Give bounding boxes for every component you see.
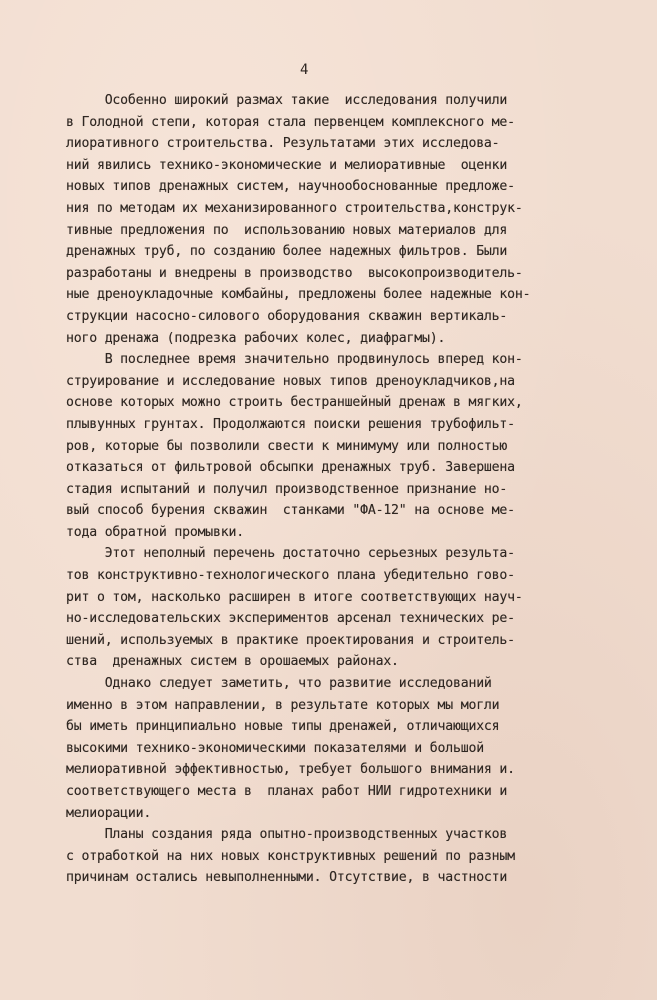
text-line: струкции насосно-силового оборудования скважин вертикаль- (66, 308, 508, 324)
paragraph (66, 673, 586, 824)
text-line: разработаны и внедрены в производство высокопроизводитель- (66, 265, 523, 281)
text-line: Планы создания ряда опытно-производственных участков (66, 827, 508, 843)
text-line: тов конструктивно-технологического плана убедительно гово- (66, 568, 515, 584)
text-line: вый способ бурения скважин станками "ФА-12" на основе ме- (66, 503, 515, 519)
page-number: 4 (300, 62, 309, 78)
text-line: ного дренажа (подрезка рабочих колес, диафрагмы). (66, 330, 446, 346)
text-line: лиоративного строительства. Результатами этих исследова- (66, 136, 500, 152)
text-line: новых типов дренажных систем, научнообоснованные предложе- (66, 179, 515, 195)
text-line: стадия испытаний и получил производственное признание но- (66, 481, 508, 497)
text-line: но-исследовательских экспериментов арсенал технических ре- (66, 611, 515, 627)
text-line: бы иметь принципиально новые типы дренажей, отличающихся (66, 719, 500, 735)
text-line: мелиорации. (66, 805, 152, 821)
paragraph (66, 90, 586, 349)
body-text (66, 90, 586, 889)
text-line: Особенно широкий размах такие исследования получили (66, 93, 508, 108)
text-line: высокими технико-экономическими показателями и большой (66, 740, 484, 756)
text-line: ства дренажных систем в орошаемых районах. (66, 654, 399, 670)
text-line: с отработкой на них новых конструктивных решений по разным (66, 848, 515, 864)
text-line: тода обратной промывки. (66, 524, 245, 540)
text-line: мелиоративной эффективностью, требует большого внимания и. (66, 762, 515, 778)
text-line: рит о том, насколько расширен в итоге соответствующих науч- (66, 589, 523, 605)
text-line: дренажных труб, по созданию более надежных фильтров. Были (66, 244, 508, 260)
text-line: Этот неполный перечень достаточно серьезных результа- (66, 546, 515, 562)
text-line: ров, которые бы позволили свести к минимуму или полностью (66, 438, 508, 454)
text-line: отказаться от фильтровой обсыпки дренажных труб. Завершена (66, 460, 515, 476)
text-line: плывунных грунтах. Продолжаются поиски решения трубофильт- (66, 416, 515, 432)
text-line: шений, используемых в практике проектирования и строитель- (66, 632, 515, 648)
text-line: В последнее время значительно продвинулось вперед кон- (66, 352, 523, 368)
text-line: ния по методам их механизированного строительства,конструк- (66, 200, 523, 216)
text-line: причинам остались невыполненными. Отсутствие, в частности (66, 870, 508, 886)
text-line: ные дреноукладочные комбайны, предложены более надежные кон- (66, 287, 531, 303)
text-line: именно в этом направлении, в результате которых мы могли (66, 697, 500, 713)
text-line: соответствующего места в планах работ НИИ гидротехники и (66, 784, 508, 799)
paragraph (66, 824, 586, 889)
text-line: Однако следует заметить, что развитие исследований (66, 676, 492, 692)
text-line: тивные предложения по использованию новых материалов для (66, 222, 508, 238)
text-line: в Голодной степи, которая стала первенцем комплексного ме- (66, 114, 515, 130)
paragraph (66, 349, 586, 543)
text-line: основе которых можно строить бестраншейный дренаж в мягких, (66, 395, 523, 411)
paragraph (66, 543, 586, 673)
text-line: ний явились технико-экономические и мелиоративные оценки (66, 157, 508, 173)
text-line: струирование и исследование новых типов дреноукладчиков,на (66, 373, 515, 389)
